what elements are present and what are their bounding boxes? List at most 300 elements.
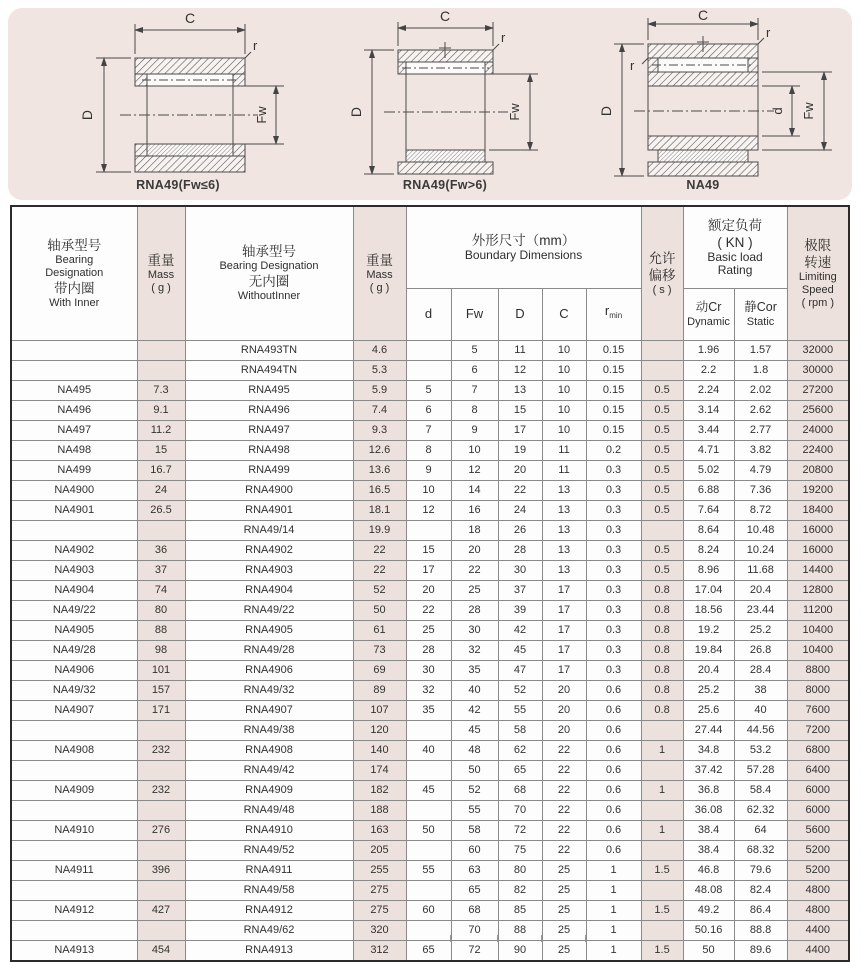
cell-D: 58 (498, 720, 542, 740)
cell-static-cor: 23.44 (734, 600, 787, 620)
cell-mass-with-inner (137, 340, 185, 360)
cell-d: 12 (406, 500, 451, 520)
table-row (11, 460, 849, 480)
cell-fw: 5 (451, 340, 498, 360)
cell-fw: 63 (451, 860, 498, 880)
cell-limiting-speed: 6000 (787, 780, 849, 800)
cell-bearing-without-inner: RNA496 (185, 400, 353, 420)
header-limiting-speed: 极限 转速 Limiting Speed ( rpm ) (787, 206, 849, 340)
grid-stub (541, 935, 542, 942)
dim-label-Fw: Fw (254, 106, 269, 124)
cell-s (641, 520, 683, 540)
table-row (11, 440, 849, 460)
table-row (11, 900, 849, 920)
cell-rmin: 0.6 (586, 840, 641, 860)
cell-d: 30 (406, 660, 451, 680)
cell-bearing-with-inner: NA4903 (11, 560, 137, 580)
bearing-diagram-rna49-small (30, 10, 320, 178)
table-row (11, 660, 849, 680)
cell-static-cor: 40 (734, 700, 787, 720)
cell-s: 0.8 (641, 600, 683, 620)
cell-rmin: 0.3 (586, 480, 641, 500)
cell-dynamic-cr: 25.2 (683, 680, 734, 700)
table-row (11, 840, 849, 860)
cell-d (406, 800, 451, 820)
cell-limiting-speed: 22400 (787, 440, 849, 460)
cell-fw: 25 (451, 580, 498, 600)
cell-D: 28 (498, 540, 542, 560)
cell-mass-without-inner: 107 (353, 700, 406, 720)
cell-C: 11 (542, 460, 586, 480)
cell-static-cor: 44.56 (734, 720, 787, 740)
cell-C: 10 (542, 400, 586, 420)
table-header (11, 206, 849, 340)
cell-s (641, 360, 683, 380)
cell-dynamic-cr: 3.44 (683, 420, 734, 440)
cell-dynamic-cr: 37.42 (683, 760, 734, 780)
cell-fw: 45 (451, 720, 498, 740)
cell-static-cor: 25.2 (734, 620, 787, 640)
cell-dynamic-cr: 36.8 (683, 780, 734, 800)
diagram-panel (8, 8, 852, 200)
cell-static-cor: 57.28 (734, 760, 787, 780)
cell-d: 17 (406, 560, 451, 580)
cell-d (406, 720, 451, 740)
cell-rmin: 0.15 (586, 380, 641, 400)
cell-bearing-without-inner: RNA4910 (185, 820, 353, 840)
cell-D: 37 (498, 580, 542, 600)
cell-limiting-speed: 27200 (787, 380, 849, 400)
cell-mass-with-inner: 15 (137, 440, 185, 460)
cell-s: 0.8 (641, 700, 683, 720)
cell-limiting-speed: 5600 (787, 820, 849, 840)
cell-rmin: 0.3 (586, 500, 641, 520)
cell-d: 65 (406, 940, 451, 961)
cell-limiting-speed: 8800 (787, 660, 849, 680)
cell-mass-with-inner (137, 360, 185, 380)
cell-dynamic-cr: 2.24 (683, 380, 734, 400)
header-rmin: $r_{min}$ (586, 288, 641, 340)
cell-bearing-without-inner: RNA49/22 (185, 600, 353, 620)
cell-rmin: 0.15 (586, 360, 641, 380)
cell-mass-without-inner: 61 (353, 620, 406, 640)
cell-C: 17 (542, 660, 586, 680)
cell-mass-without-inner: 312 (353, 940, 406, 961)
cell-D: 65 (498, 760, 542, 780)
cell-s: 0.8 (641, 620, 683, 640)
cell-limiting-speed: 16000 (787, 540, 849, 560)
cell-fw: 22 (451, 560, 498, 580)
table-row (11, 380, 849, 400)
cell-static-cor: 62.32 (734, 800, 787, 820)
cell-mass-without-inner: 275 (353, 880, 406, 900)
diagram-caption-na49: NA49 (686, 178, 720, 192)
cell-d (406, 360, 451, 380)
cell-d: 8 (406, 440, 451, 460)
cell-bearing-without-inner: RNA494TN (185, 360, 353, 380)
table-row (11, 800, 849, 820)
cell-mass-with-inner: 427 (137, 900, 185, 920)
cell-dynamic-cr: 27.44 (683, 720, 734, 740)
cell-rmin: 0.3 (586, 620, 641, 640)
cell-limiting-speed: 4800 (787, 880, 849, 900)
cell-D: 62 (498, 740, 542, 760)
cell-dynamic-cr: 20.4 (683, 660, 734, 680)
cell-mass-without-inner: 16.5 (353, 480, 406, 500)
cell-bearing-with-inner (11, 840, 137, 860)
table-row (11, 500, 849, 520)
cell-static-cor: 68.32 (734, 840, 787, 860)
cell-d: 40 (406, 740, 451, 760)
cell-static-cor: 2.62 (734, 400, 787, 420)
cell-limiting-speed: 10400 (787, 640, 849, 660)
cell-D: 80 (498, 860, 542, 880)
cell-mass-with-inner: 37 (137, 560, 185, 580)
cell-static-cor: 53.2 (734, 740, 787, 760)
cell-static-cor: 86.4 (734, 900, 787, 920)
cell-bearing-without-inner: RNA49/52 (185, 840, 353, 860)
cell-limiting-speed: 30000 (787, 360, 849, 380)
cell-mass-with-inner (137, 840, 185, 860)
cell-bearing-with-inner: NA4909 (11, 780, 137, 800)
cell-mass-with-inner: 171 (137, 700, 185, 720)
dim-label-r: r (766, 25, 771, 40)
cell-d: 45 (406, 780, 451, 800)
cell-dynamic-cr: 46.8 (683, 860, 734, 880)
cell-bearing-without-inner: RNA498 (185, 440, 353, 460)
cell-bearing-with-inner: NA495 (11, 380, 137, 400)
cell-d: 32 (406, 680, 451, 700)
cell-mass-with-inner: 396 (137, 860, 185, 880)
cell-s: 0.5 (641, 440, 683, 460)
cell-d: 25 (406, 620, 451, 640)
cell-bearing-without-inner: RNA4909 (185, 780, 353, 800)
cell-C: 25 (542, 900, 586, 920)
cell-C: 20 (542, 720, 586, 740)
cell-fw: 16 (451, 500, 498, 520)
cell-bearing-without-inner: RNA4911 (185, 860, 353, 880)
cell-d: 28 (406, 640, 451, 660)
cell-s: 0.5 (641, 500, 683, 520)
cell-mass-without-inner: 5.9 (353, 380, 406, 400)
cell-static-cor: 3.82 (734, 440, 787, 460)
cell-D: 17 (498, 420, 542, 440)
cell-dynamic-cr: 18.56 (683, 600, 734, 620)
cell-rmin: 0.2 (586, 440, 641, 460)
cell-C: 25 (542, 940, 586, 961)
cell-fw: 7 (451, 380, 498, 400)
cell-fw: 6 (451, 360, 498, 380)
cell-d: 7 (406, 420, 451, 440)
cell-limiting-speed: 24000 (787, 420, 849, 440)
cell-dynamic-cr: 17.04 (683, 580, 734, 600)
cell-s: 0.8 (641, 680, 683, 700)
cell-s: 0.5 (641, 380, 683, 400)
cell-C: 13 (542, 540, 586, 560)
cell-rmin: 1 (586, 920, 641, 940)
cell-d: 20 (406, 580, 451, 600)
cell-limiting-speed: 14400 (787, 560, 849, 580)
cell-D: 39 (498, 600, 542, 620)
cell-C: 25 (542, 880, 586, 900)
cell-d: 6 (406, 400, 451, 420)
cell-s: 0.5 (641, 460, 683, 480)
cell-mass-without-inner: 205 (353, 840, 406, 860)
cell-C: 20 (542, 680, 586, 700)
cell-d (406, 520, 451, 540)
cell-s: 1 (641, 740, 683, 760)
table-row (11, 560, 849, 580)
cell-mass-without-inner: 255 (353, 860, 406, 880)
cell-dynamic-cr: 48.08 (683, 880, 734, 900)
table-row (11, 340, 849, 360)
cell-C: 22 (542, 820, 586, 840)
cell-limiting-speed: 25600 (787, 400, 849, 420)
cell-bearing-without-inner: RNA4903 (185, 560, 353, 580)
cell-dynamic-cr: 7.64 (683, 500, 734, 520)
table-row (11, 540, 849, 560)
cell-static-cor: 10.48 (734, 520, 787, 540)
cell-fw: 42 (451, 700, 498, 720)
cell-fw: 52 (451, 780, 498, 800)
cell-bearing-with-inner (11, 360, 137, 380)
cell-bearing-without-inner: RNA4907 (185, 700, 353, 720)
cell-bearing-with-inner: NA496 (11, 400, 137, 420)
cell-s: 0.5 (641, 540, 683, 560)
cell-d (406, 340, 451, 360)
header-mass-with-inner: 重量 Mass ( g ) (137, 206, 185, 340)
cell-static-cor: 82.4 (734, 880, 787, 900)
cell-bearing-without-inner: RNA499 (185, 460, 353, 480)
bearing-spec-table (10, 205, 850, 962)
cell-bearing-without-inner: RNA4908 (185, 740, 353, 760)
dim-label-D: D (79, 109, 95, 121)
cell-d (406, 760, 451, 780)
cell-s: 0.8 (641, 640, 683, 660)
cell-D: 42 (498, 620, 542, 640)
cell-bearing-with-inner: NA497 (11, 420, 137, 440)
cell-mass-without-inner: 73 (353, 640, 406, 660)
cell-bearing-with-inner (11, 800, 137, 820)
cell-limiting-speed: 10400 (787, 620, 849, 640)
cell-fw: 35 (451, 660, 498, 680)
cell-rmin: 0.6 (586, 820, 641, 840)
cell-mass-with-inner: 24 (137, 480, 185, 500)
bearing-diagram-na49 (586, 7, 856, 178)
cell-fw: 60 (451, 840, 498, 860)
header-d: d (406, 288, 451, 340)
cell-rmin: 0.15 (586, 420, 641, 440)
cell-static-cor: 20.4 (734, 580, 787, 600)
cell-fw: 65 (451, 880, 498, 900)
cell-static-cor: 8.72 (734, 500, 787, 520)
cell-static-cor: 1.8 (734, 360, 787, 380)
cell-rmin: 0.6 (586, 800, 641, 820)
cell-mass-with-inner: 74 (137, 580, 185, 600)
cell-C: 10 (542, 340, 586, 360)
table-row (11, 420, 849, 440)
table-row (11, 620, 849, 640)
cell-dynamic-cr: 36.08 (683, 800, 734, 820)
cell-fw: 40 (451, 680, 498, 700)
cell-mass-without-inner: 4.6 (353, 340, 406, 360)
cell-mass-without-inner: 163 (353, 820, 406, 840)
cell-mass-without-inner: 18.1 (353, 500, 406, 520)
cell-fw: 70 (451, 920, 498, 940)
table-row (11, 680, 849, 700)
diagram-caption-rna49-small: RNA49(Fw≤6) (136, 178, 220, 192)
header-misalignment: 允许 偏移 ( s ) (641, 206, 683, 340)
cell-fw: 48 (451, 740, 498, 760)
cell-rmin: 0.6 (586, 760, 641, 780)
cell-limiting-speed: 7600 (787, 700, 849, 720)
cell-s (641, 800, 683, 820)
cell-bearing-with-inner: NA4905 (11, 620, 137, 640)
header-bearing-without-inner: 轴承型号 Bearing Designation 无内圈 WithoutInner (185, 206, 353, 340)
cell-bearing-without-inner: RNA497 (185, 420, 353, 440)
cell-bearing-with-inner: NA49/32 (11, 680, 137, 700)
cell-mass-without-inner: 9.3 (353, 420, 406, 440)
table-row (11, 700, 849, 720)
cell-rmin: 0.3 (586, 560, 641, 580)
cell-limiting-speed: 32000 (787, 340, 849, 360)
cell-C: 17 (542, 640, 586, 660)
cell-fw: 32 (451, 640, 498, 660)
cell-fw: 30 (451, 620, 498, 640)
header-boundary-dimensions: 外形尺寸（mm） Boundary Dimensions (406, 206, 641, 288)
cell-D: 19 (498, 440, 542, 460)
cell-fw: 20 (451, 540, 498, 560)
cell-s: 0.5 (641, 420, 683, 440)
dim-label-D: D (348, 106, 364, 118)
dim-label-C: C (184, 10, 196, 26)
cell-D: 12 (498, 360, 542, 380)
cell-bearing-with-inner: NA49/22 (11, 600, 137, 620)
cell-dynamic-cr: 5.02 (683, 460, 734, 480)
cell-bearing-without-inner: RNA495 (185, 380, 353, 400)
cell-bearing-with-inner: NA4907 (11, 700, 137, 720)
cell-bearing-with-inner (11, 880, 137, 900)
cell-rmin: 0.3 (586, 600, 641, 620)
cell-static-cor: 28.4 (734, 660, 787, 680)
cell-static-cor: 1.57 (734, 340, 787, 360)
cell-limiting-speed: 6400 (787, 760, 849, 780)
cell-d (406, 920, 451, 940)
cell-bearing-with-inner: NA4906 (11, 660, 137, 680)
cell-bearing-with-inner: NA4913 (11, 940, 137, 961)
table-row (11, 400, 849, 420)
cell-s: 1 (641, 780, 683, 800)
cell-dynamic-cr: 38.4 (683, 840, 734, 860)
cell-d: 5 (406, 380, 451, 400)
dim-label-r: r (501, 30, 506, 45)
cell-bearing-with-inner (11, 520, 137, 540)
dim-label-C: C (439, 8, 451, 24)
cell-mass-without-inner: 69 (353, 660, 406, 680)
cell-dynamic-cr: 4.71 (683, 440, 734, 460)
cell-bearing-without-inner: RNA49/38 (185, 720, 353, 740)
cell-bearing-with-inner: NA4908 (11, 740, 137, 760)
cell-limiting-speed: 12800 (787, 580, 849, 600)
cell-mass-without-inner: 174 (353, 760, 406, 780)
dim-label-r2: r (630, 58, 635, 73)
cell-fw: 9 (451, 420, 498, 440)
cell-bearing-without-inner: RNA4912 (185, 900, 353, 920)
cell-mass-with-inner: 98 (137, 640, 185, 660)
cell-bearing-without-inner: RNA49/32 (185, 680, 353, 700)
cell-D: 90 (498, 940, 542, 961)
cell-s (641, 880, 683, 900)
dim-label-D: D (598, 105, 614, 117)
cell-limiting-speed: 16000 (787, 520, 849, 540)
table-row (11, 580, 849, 600)
cell-static-cor: 26.8 (734, 640, 787, 660)
diagram-caption-rna49-large: RNA49(Fw>6) (402, 178, 488, 192)
cell-limiting-speed: 5200 (787, 840, 849, 860)
cell-dynamic-cr: 49.2 (683, 900, 734, 920)
cell-mass-with-inner: 232 (137, 780, 185, 800)
cell-mass-without-inner: 120 (353, 720, 406, 740)
cell-s: 1 (641, 820, 683, 840)
cell-D: 55 (498, 700, 542, 720)
header-C: C (542, 288, 586, 340)
cell-bearing-with-inner (11, 920, 137, 940)
cell-bearing-without-inner: RNA4906 (185, 660, 353, 680)
cell-mass-with-inner: 16.7 (137, 460, 185, 480)
cell-mass-without-inner: 22 (353, 560, 406, 580)
cell-bearing-without-inner: RNA49/62 (185, 920, 353, 940)
cell-dynamic-cr: 50 (683, 940, 734, 961)
cell-C: 17 (542, 600, 586, 620)
cell-static-cor: 64 (734, 820, 787, 840)
cell-bearing-without-inner: RNA4902 (185, 540, 353, 560)
cell-limiting-speed: 7200 (787, 720, 849, 740)
cell-limiting-speed: 5200 (787, 860, 849, 880)
cell-rmin: 0.3 (586, 460, 641, 480)
cell-bearing-without-inner: RNA4905 (185, 620, 353, 640)
header-basic-load-rating: 额定负荷 ( KN ) Basic load Rating (683, 206, 787, 288)
cell-mass-with-inner: 88 (137, 620, 185, 640)
table-row (11, 860, 849, 880)
cell-s (641, 340, 683, 360)
cell-bearing-without-inner: RNA493TN (185, 340, 353, 360)
cell-C: 22 (542, 840, 586, 860)
cell-limiting-speed: 4800 (787, 900, 849, 920)
cell-mass-with-inner (137, 920, 185, 940)
cell-C: 10 (542, 420, 586, 440)
cell-C: 11 (542, 440, 586, 460)
cell-C: 20 (542, 700, 586, 720)
cell-C: 22 (542, 740, 586, 760)
cell-D: 24 (498, 500, 542, 520)
cell-bearing-with-inner (11, 340, 137, 360)
cell-C: 17 (542, 580, 586, 600)
table-row (11, 600, 849, 620)
header-bearing-with-inner: 轴承型号 Bearing Designation 带内圈 With Inner (11, 206, 137, 340)
cell-rmin: 0.6 (586, 700, 641, 720)
table-row (11, 640, 849, 660)
cell-mass-without-inner: 275 (353, 900, 406, 920)
cell-bearing-without-inner: RNA49/14 (185, 520, 353, 540)
cell-mass-with-inner: 157 (137, 680, 185, 700)
cell-mass-with-inner: 9.1 (137, 400, 185, 420)
cell-s: 0.5 (641, 480, 683, 500)
table-row (11, 480, 849, 500)
cell-rmin: 1 (586, 880, 641, 900)
table-row (11, 940, 849, 961)
cell-rmin: 0.6 (586, 680, 641, 700)
cell-mass-with-inner: 26.5 (137, 500, 185, 520)
